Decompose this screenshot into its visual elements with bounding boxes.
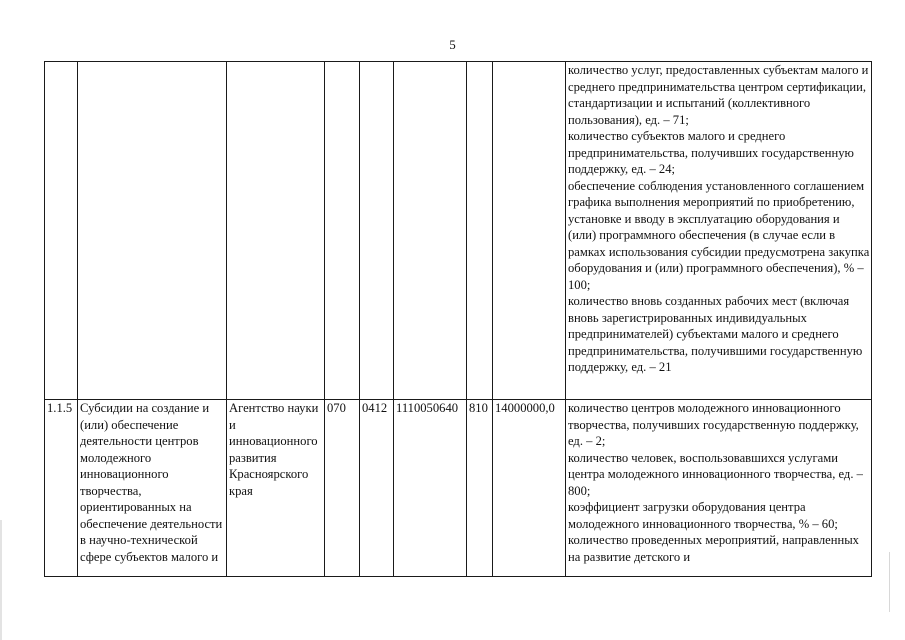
cell-number: 1.1.5 (45, 400, 78, 577)
page-number: 5 (449, 37, 456, 52)
scan-edge-mark (889, 552, 890, 612)
program-measures-table (44, 61, 872, 577)
cell-executor (227, 62, 325, 400)
cell-executor: Агентство науки и инновационного развития Красноярского края (227, 400, 325, 577)
cell-amount (493, 62, 566, 400)
cell-section-code (360, 62, 394, 400)
cell-target-item (394, 62, 467, 400)
table-row (45, 400, 872, 577)
cell-expense-type (467, 62, 493, 400)
cell-measure-name: Субсидии на создание и (или) обеспечение деятельности центров молодежного инновационного творчества, ориентированных на обеспечение деятельности в научно-технической сфере субъектов малого и (78, 400, 227, 577)
cell-target-item: 1110050640 (394, 400, 467, 577)
cell-indicators: количество услуг, предоставленных субъектам малого и среднего предпринимательства центром сертификации, стандартизации и испытаний (коллективного пользования), ед. – 71; количество субъектов малого и среднего предпринимательства, получивших государственную поддержку, ед. – 24; обеспечение соблюдения установленного соглашением графика выполнения мероприятий по приобретению, установке и вводу в эксплуатацию оборудования и (или) программного обеспечения (в случае если в рамках использования субсидии предусмотрена закупка оборудования и (или) программного обеспечения), % – 100; количество вновь созданных рабочих мест (включая вновь зарегистрированных индивидуальных предпринимателей) субъектами малого и среднего предпринимательства, получившими государственную поддержку, ед. – 21 (566, 62, 872, 400)
cell-measure-name (78, 62, 227, 400)
cell-grbs-code: 070 (325, 400, 360, 577)
cell-amount: 14000000,0 (493, 400, 566, 577)
table-row (45, 62, 872, 400)
cell-grbs-code (325, 62, 360, 400)
cell-indicators: количество центров молодежного инновационного творчества, получивших государственную поддержку, ед. – 2; количество человек, воспользовавшихся услугами центра молодежного инновационного творчества, ед. – 800; коэффициент загрузки оборудования центра молодежного инновационного творчества, % – 60; количество проведенных мероприятий, направленных на развитие детского и (566, 400, 872, 577)
cell-expense-type: 810 (467, 400, 493, 577)
cell-section-code: 0412 (360, 400, 394, 577)
scan-edge-shadow (0, 520, 2, 640)
cell-number (45, 62, 78, 400)
